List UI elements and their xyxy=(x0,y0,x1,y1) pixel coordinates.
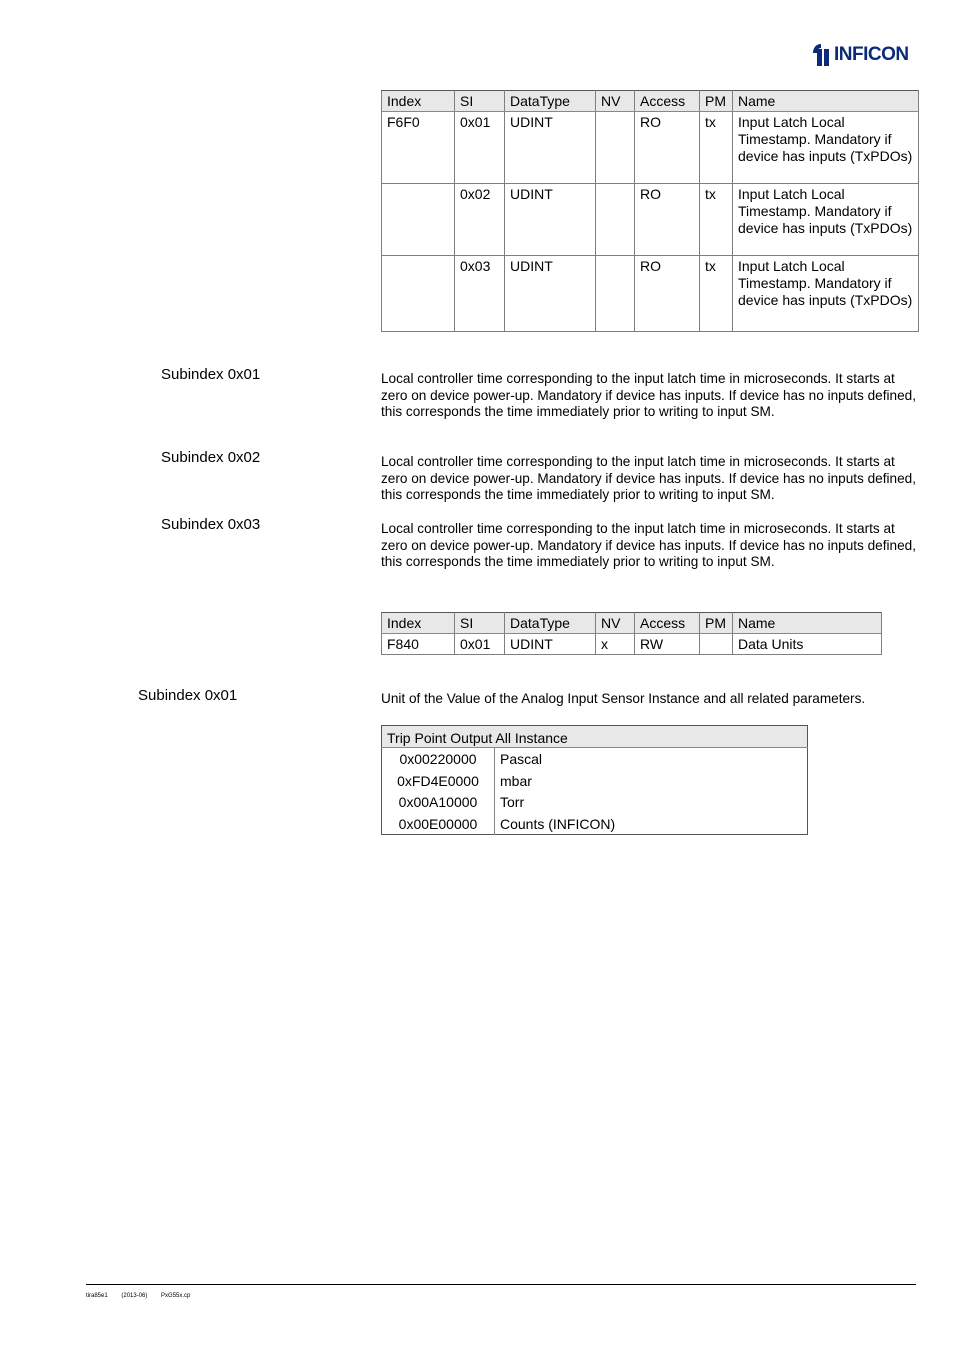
cell-access: RO xyxy=(635,256,700,332)
footer-divider xyxy=(86,1284,916,1285)
cell-si: 0x02 xyxy=(455,184,505,256)
cell-unit: Counts (INFICON) xyxy=(500,815,616,832)
subindex-label: Subindex 0x01 xyxy=(161,366,261,383)
col-pm: PM xyxy=(700,613,733,634)
table-row xyxy=(382,748,808,770)
col-nv: NV xyxy=(596,91,635,112)
inficon-logo-icon xyxy=(812,43,832,67)
cell-index xyxy=(382,256,455,332)
subindex-description: Local controller time corresponding to the input latch time in microseconds. It starts at zero on device power-up. Mandatory if device has inputs. If device has no inputs defined, this corresponds the time immediately prior to writing to input SM. xyxy=(381,371,917,420)
logo-text: INFICON xyxy=(834,44,909,65)
cell-name: Input Latch Local Timestamp. Mandatory if device has inputs (TxPDOs) xyxy=(733,256,919,332)
subindex-description: Unit of the Value of the Analog Input Sensor Instance and all related parameters. xyxy=(381,691,866,706)
cell-code: 0x00220000 xyxy=(382,748,495,770)
unit-code-table xyxy=(381,725,808,835)
cell-access: RO xyxy=(635,184,700,256)
cell-access: RW xyxy=(635,634,700,655)
col-nv: NV xyxy=(596,613,635,634)
col-datatype: DataType xyxy=(505,91,596,112)
unit-table-title: Trip Point Output All Instance xyxy=(382,726,808,748)
footer-doc-id: tira85e1 xyxy=(86,1293,108,1299)
col-access: Access xyxy=(635,613,700,634)
cell-datatype: UDINT xyxy=(505,112,596,184)
col-si: SI xyxy=(455,613,505,634)
table-header-row xyxy=(382,91,919,112)
object-table-f6f0 xyxy=(381,90,919,332)
cell-datatype: UDINT xyxy=(505,184,596,256)
cell-code: 0x00A10000 xyxy=(382,791,495,813)
cell-pm: tx xyxy=(700,184,733,256)
table-row xyxy=(382,634,882,655)
cell-unit: mbar xyxy=(500,772,532,789)
cell-datatype: UDINT xyxy=(505,634,596,655)
col-index: Index xyxy=(382,91,455,112)
table-header-row xyxy=(382,613,882,634)
cell-code: 0x00E00000 xyxy=(382,813,495,835)
cell-pm: tx xyxy=(700,112,733,184)
subindex-label: Subindex 0x03 xyxy=(161,516,261,533)
table-row xyxy=(382,791,808,813)
cell-pm xyxy=(700,634,733,655)
cell-si: 0x01 xyxy=(455,112,505,184)
cell-name: Input Latch Local Timestamp. Mandatory if device has inputs (TxPDOs) xyxy=(733,184,919,256)
cell-index xyxy=(382,184,455,256)
table-row xyxy=(382,184,919,256)
cell-nv xyxy=(596,256,635,332)
table-row xyxy=(382,112,919,184)
cell-si: 0x03 xyxy=(455,256,505,332)
cell-name: Data Units xyxy=(733,634,882,655)
table-row xyxy=(382,813,808,835)
table-row xyxy=(382,770,808,792)
cell-code: 0xFD4E0000 xyxy=(382,770,495,792)
cell-index: F840 xyxy=(382,634,455,655)
footer-file: PxG55x.cp xyxy=(161,1293,191,1299)
inficon-logo xyxy=(812,42,909,68)
col-name: Name xyxy=(733,91,919,112)
cell-nv xyxy=(596,112,635,184)
subindex-label: Subindex 0x02 xyxy=(161,449,261,466)
subindex-description: Local controller time corresponding to the input latch time in microseconds. It starts at zero on device power-up. Mandatory if device has inputs. If device has no inputs defined, this corresponds the time immediately prior to writing to input SM. xyxy=(381,521,917,570)
col-si: SI xyxy=(455,91,505,112)
cell-unit: Pascal xyxy=(500,751,543,767)
cell-si: 0x01 xyxy=(455,634,505,655)
col-access: Access xyxy=(635,91,700,112)
cell-nv: x xyxy=(596,634,635,655)
subindex-label: Subindex 0x01 xyxy=(138,687,238,704)
object-table-f840 xyxy=(381,612,882,655)
cell-nv xyxy=(596,184,635,256)
col-name: Name xyxy=(733,613,882,634)
cell-datatype: UDINT xyxy=(505,256,596,332)
cell-pm: tx xyxy=(700,256,733,332)
col-pm: PM xyxy=(700,91,733,112)
col-index: Index xyxy=(382,613,455,634)
cell-access: RO xyxy=(635,112,700,184)
footer xyxy=(86,1293,202,1299)
table-row xyxy=(382,256,919,332)
cell-name: Input Latch Local Timestamp. Mandatory if device has inputs (TxPDOs) xyxy=(733,112,919,184)
cell-unit: Torr xyxy=(500,794,525,810)
footer-date: (2013-06) xyxy=(121,1293,148,1299)
col-datatype: DataType xyxy=(505,613,596,634)
cell-index: F6F0 xyxy=(382,112,455,184)
table-header-row xyxy=(382,726,808,748)
subindex-description: Local controller time corresponding to the input latch time in microseconds. It starts at zero on device power-up. Mandatory if device has inputs. If device has no inputs defined, this corresponds the time immediately prior to writing to input SM. xyxy=(381,454,917,503)
